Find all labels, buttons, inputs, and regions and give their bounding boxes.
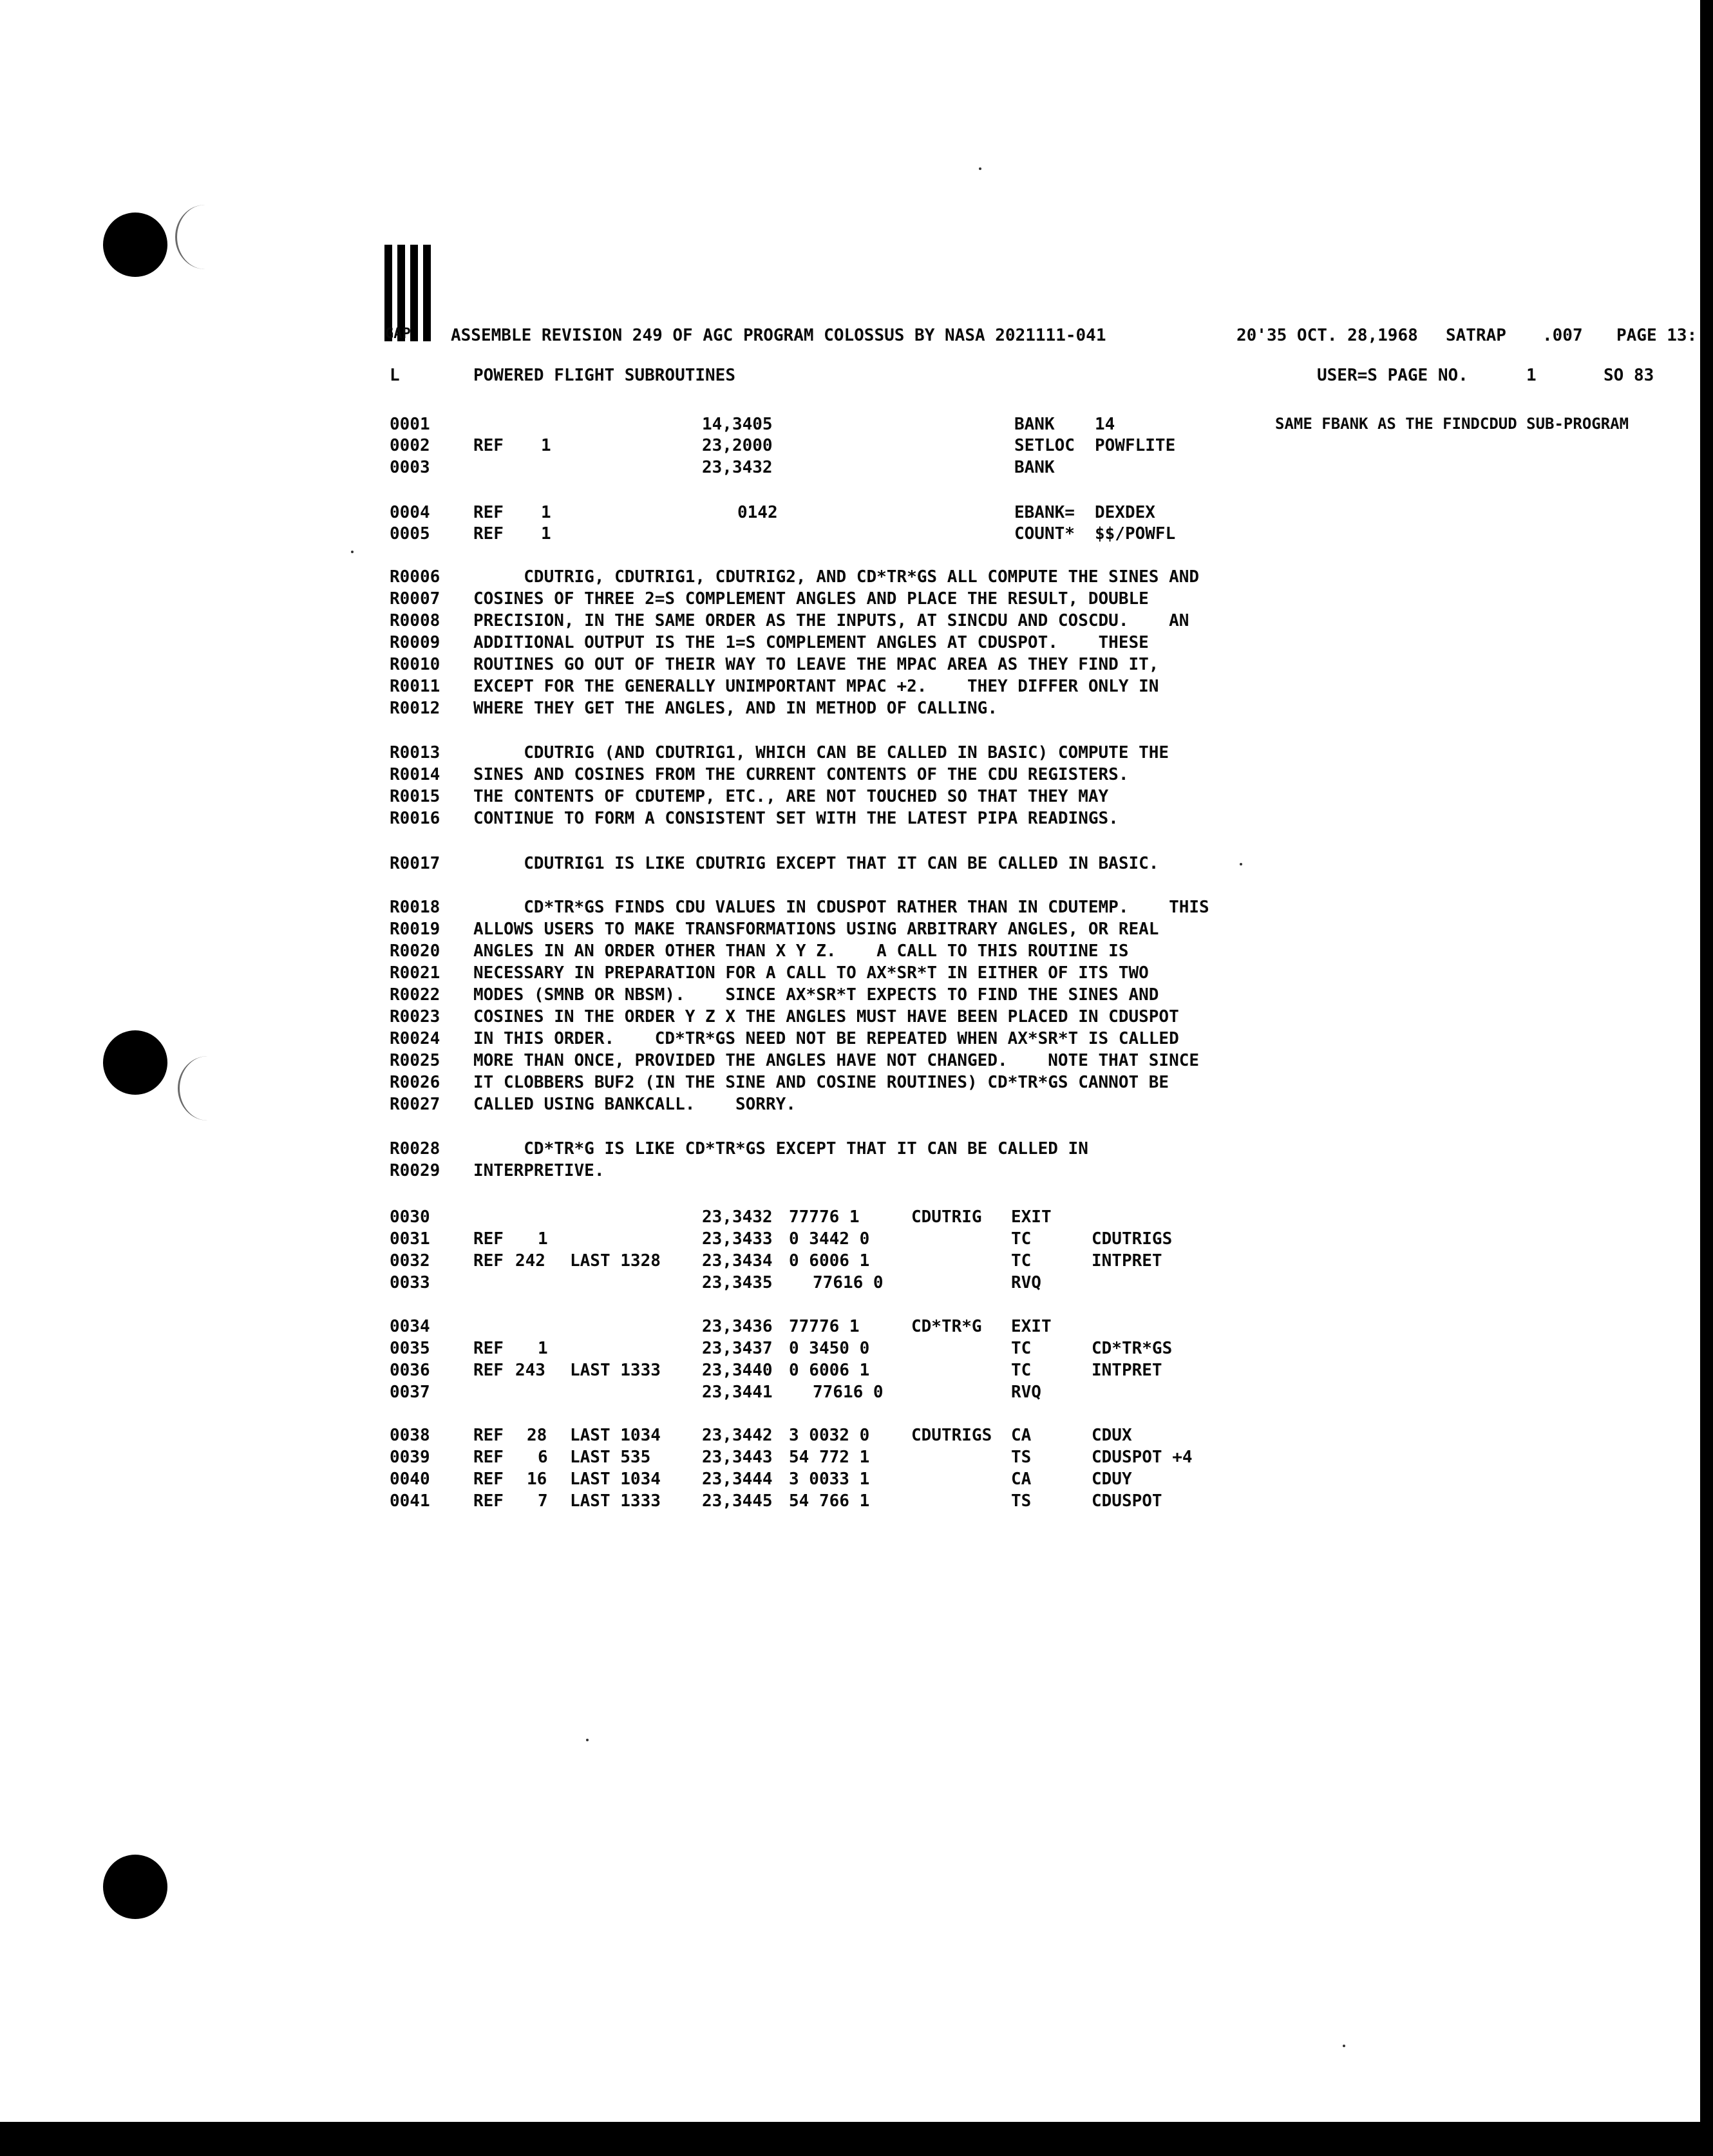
scan-speck: [586, 1739, 589, 1741]
remark-number: R0024: [390, 1029, 440, 1048]
remark-number: R0019: [390, 920, 440, 939]
ref-count: 1: [538, 1229, 548, 1249]
octal-word: 0 6006 1: [789, 1251, 870, 1271]
remark-text: IT CLOBBERS BUF2 (IN THE SINE AND COSINE ROUTINES) CD*TR*GS CANNOT BE: [473, 1073, 1169, 1092]
remark-text: SINES AND COSINES FROM THE CURRENT CONTENTS OF THE CDU REGISTERS.: [473, 765, 1129, 784]
last-ref: LAST 1333: [570, 1491, 661, 1511]
address: 23,3445: [702, 1491, 773, 1511]
ref-label: REF: [473, 1361, 504, 1380]
opcode: TC: [1011, 1229, 1032, 1249]
page-of-label: SO 83: [1604, 366, 1654, 385]
remark-text: CDUTRIG (AND CDUTRIG1, WHICH CAN BE CALLED IN BASIC) COMPUTE THE: [473, 743, 1169, 762]
address: 23,3435: [702, 1273, 773, 1292]
operand: CDUX: [1092, 1426, 1132, 1445]
opcode: RVQ: [1011, 1383, 1041, 1402]
line-number: 0039: [390, 1448, 430, 1467]
opcode: BANK: [1014, 458, 1055, 477]
punch-ring-top: [175, 205, 235, 269]
line-comment: SAME FBANK AS THE FINDCDUD SUB-PROGRAM: [1275, 415, 1629, 433]
ref-count: 28: [527, 1426, 547, 1445]
ref-label: REF: [473, 524, 504, 544]
remark-number: R0026: [390, 1073, 440, 1092]
remark-text: CALLED USING BANKCALL. SORRY.: [473, 1095, 796, 1114]
octal-word: 77616 0: [813, 1273, 884, 1292]
address: 23,3440: [702, 1361, 773, 1380]
user-page-number: 1: [1526, 366, 1537, 385]
remark-number: R0025: [390, 1051, 440, 1070]
opcode: TC: [1011, 1339, 1032, 1358]
opcode: BANK: [1014, 415, 1055, 434]
remark-text: WHERE THEY GET THE ANGLES, AND IN METHOD OF CALLING.: [473, 699, 998, 718]
scan-speck: [1240, 863, 1242, 865]
ref-label: REF: [473, 1251, 504, 1271]
address: 23,3434: [702, 1251, 773, 1271]
remark-number: R0022: [390, 985, 440, 1005]
address: 23,3433: [702, 1229, 773, 1249]
last-ref: LAST 535: [570, 1448, 651, 1467]
remark-text: NECESSARY IN PREPARATION FOR A CALL TO AX*SR*T IN EITHER OF ITS TWO: [473, 963, 1149, 983]
ref-label: REF: [473, 1426, 504, 1445]
remark-number: R0015: [390, 787, 440, 806]
remark-number: R0014: [390, 765, 440, 784]
assembly-user: SATRAP: [1446, 326, 1506, 345]
ref-label: REF: [473, 436, 504, 455]
line-number: 0040: [390, 1470, 430, 1489]
remark-text: INTERPRETIVE.: [473, 1161, 605, 1180]
scan-edge-bottom: [0, 2122, 1713, 2156]
remark-text: CONTINUE TO FORM A CONSISTENT SET WITH THE LATEST PIPA READINGS.: [473, 809, 1119, 828]
address: 23,3441: [702, 1383, 773, 1402]
code-label: CDUTRIGS: [911, 1426, 992, 1445]
address: 23,3436: [702, 1317, 773, 1336]
line-number: 0030: [390, 1207, 430, 1227]
ref-label: REF: [473, 1470, 504, 1489]
last-ref: LAST 1034: [570, 1470, 661, 1489]
remark-number: R0021: [390, 963, 440, 983]
line-number: 0037: [390, 1383, 430, 1402]
remark-number: R0010: [390, 655, 440, 674]
address: 23,3443: [702, 1448, 773, 1467]
ref-label: REF: [473, 1491, 504, 1511]
remark-text: COSINES OF THREE 2=S COMPLEMENT ANGLES AND PLACE THE RESULT, DOUBLE: [473, 589, 1149, 609]
opcode: EXIT: [1011, 1207, 1052, 1227]
scan-speck: [351, 551, 354, 553]
line-number: 0031: [390, 1229, 430, 1249]
operand: CDUTRIGS: [1092, 1229, 1173, 1249]
assembly-title: ASSEMBLE REVISION 249 OF AGC PROGRAM COLOSSUS BY NASA 2021111-041: [451, 326, 1106, 345]
operand: 14: [1095, 415, 1115, 434]
operand: CDUY: [1092, 1470, 1132, 1489]
opcode: CA: [1011, 1426, 1032, 1445]
line-number: 0038: [390, 1426, 430, 1445]
remark-number: R0012: [390, 699, 440, 718]
address: 23,3432: [702, 458, 773, 477]
octal-word: 3 0032 0: [789, 1426, 870, 1445]
page-number: PAGE 13:: [1616, 326, 1698, 345]
ref-count: 1: [541, 503, 551, 522]
printer-marker: GAP: [385, 326, 411, 342]
octal-word: 0 6006 1: [789, 1361, 870, 1380]
remark-number: R0017: [390, 854, 440, 873]
punch-hole-bottom: [103, 1855, 167, 1919]
operand: $$/POWFL: [1095, 524, 1176, 544]
address: 23,3437: [702, 1339, 773, 1358]
octal-word: 54 772 1: [789, 1448, 870, 1467]
line-number: 0032: [390, 1251, 430, 1271]
remark-text: THE CONTENTS OF CDUTEMP, ETC., ARE NOT TOUCHED SO THAT THEY MAY: [473, 787, 1109, 806]
remark-text: CDUTRIG1 IS LIKE CDUTRIG EXCEPT THAT IT CAN BE CALLED IN BASIC.: [473, 854, 1159, 873]
remark-number: R0006: [390, 567, 440, 587]
remark-text: MORE THAN ONCE, PROVIDED THE ANGLES HAVE NOT CHANGED. NOTE THAT SINCE: [473, 1051, 1200, 1070]
opcode: TS: [1011, 1491, 1032, 1511]
octal-word: 0 3450 0: [789, 1339, 870, 1358]
punch-hole-top: [103, 213, 167, 277]
line-number: 0005: [390, 524, 430, 544]
opcode: TC: [1011, 1361, 1032, 1380]
remark-number: R0008: [390, 611, 440, 630]
operand: DEXDEX: [1095, 503, 1155, 522]
ref-label: REF: [473, 1229, 504, 1249]
remark-number: R0018: [390, 898, 440, 917]
opcode: EXIT: [1011, 1317, 1052, 1336]
assembly-timestamp: 20'35 OCT. 28,1968: [1236, 326, 1418, 345]
operand: CD*TR*GS: [1092, 1339, 1173, 1358]
remark-text: ADDITIONAL OUTPUT IS THE 1=S COMPLEMENT ANGLES AT CDUSPOT. THESE: [473, 633, 1149, 652]
line-number: 0033: [390, 1273, 430, 1292]
opcode: SETLOC: [1014, 436, 1075, 455]
opcode: TC: [1011, 1251, 1032, 1271]
octal-word: 3 0033 1: [789, 1470, 870, 1489]
ref-count: 1: [541, 524, 551, 544]
ref-count: 243: [515, 1361, 545, 1380]
remark-text: IN THIS ORDER. CD*TR*GS NEED NOT BE REPEATED WHEN AX*SR*T IS CALLED: [473, 1029, 1179, 1048]
section-title: POWERED FLIGHT SUBROUTINES: [473, 366, 735, 385]
octal-word: 0 3442 0: [789, 1229, 870, 1249]
remark-number: R0027: [390, 1095, 440, 1114]
operand: CDUSPOT +4: [1092, 1448, 1193, 1467]
user-page-label: USER=S PAGE NO.: [1317, 366, 1468, 385]
scan-speck: [979, 167, 981, 170]
code-line: [0, 1491, 1162, 1643]
last-ref: LAST 1328: [570, 1251, 661, 1271]
operand: CDUSPOT: [1092, 1491, 1162, 1511]
code-label: CD*TR*G: [911, 1317, 982, 1336]
last-ref: LAST 1333: [570, 1361, 661, 1380]
line-number: 0001: [390, 415, 430, 434]
operand: INTPRET: [1092, 1361, 1162, 1380]
ref-label: REF: [473, 1448, 504, 1467]
remark-text: ROUTINES GO OUT OF THEIR WAY TO LEAVE THE MPAC AREA AS THEY FIND IT,: [473, 655, 1159, 674]
code-label: CDUTRIG: [911, 1207, 982, 1227]
remark-text: ANGLES IN AN ORDER OTHER THAN X Y Z. A CALL TO THIS ROUTINE IS: [473, 941, 1129, 961]
octal-word: 77616 0: [813, 1383, 884, 1402]
octal-word: 77776 1: [789, 1317, 860, 1336]
ref-count: 242: [515, 1251, 545, 1271]
remark-number: R0023: [390, 1007, 440, 1026]
octal-word: 54 766 1: [789, 1491, 870, 1511]
remark-number: R0029: [390, 1161, 440, 1180]
line-number: 0002: [390, 436, 430, 455]
scan-speck: [1343, 2045, 1345, 2047]
log-letter: L: [390, 366, 400, 385]
remark-text: CD*TR*GS FINDS CDU VALUES IN CDUSPOT RATHER THAN IN CDUTEMP. THIS: [473, 898, 1209, 917]
opcode: EBANK=: [1014, 503, 1075, 522]
ref-count: 16: [527, 1470, 547, 1489]
remark-number: R0009: [390, 633, 440, 652]
opcode: CA: [1011, 1470, 1032, 1489]
opcode: COUNT*: [1014, 524, 1075, 544]
line-number: 0034: [390, 1317, 430, 1336]
line-number: 0035: [390, 1339, 430, 1358]
punch-hole-middle: [103, 1030, 167, 1095]
line-number: 0004: [390, 503, 430, 522]
ref-count: 6: [538, 1448, 548, 1467]
address: 23,3432: [702, 1207, 773, 1227]
address: 23,3444: [702, 1470, 773, 1489]
remark-text: COSINES IN THE ORDER Y Z X THE ANGLES MUST HAVE BEEN PLACED IN CDUSPOT: [473, 1007, 1179, 1026]
ref-label: REF: [473, 1339, 504, 1358]
last-ref: LAST 1034: [570, 1426, 661, 1445]
remark-text: EXCEPT FOR THE GENERALLY UNIMPORTANT MPAC +2. THEY DIFFER ONLY IN: [473, 677, 1159, 696]
address: 23,2000: [702, 436, 773, 455]
octal-word: 0142: [737, 503, 778, 522]
remark-text: MODES (SMNB OR NBSM). SINCE AX*SR*T EXPECTS TO FIND THE SINES AND: [473, 985, 1159, 1005]
line-number: 0003: [390, 458, 430, 477]
remark-number: R0028: [390, 1139, 440, 1158]
ref-count: 7: [538, 1491, 548, 1511]
ref-count: 1: [541, 436, 551, 455]
scan-edge-right: [1700, 0, 1713, 2156]
opcode: RVQ: [1011, 1273, 1041, 1292]
remark-number: R0020: [390, 941, 440, 961]
remark-text: ALLOWS USERS TO MAKE TRANSFORMATIONS USING ARBITRARY ANGLES, OR REAL: [473, 920, 1159, 939]
remark-text: CD*TR*G IS LIKE CD*TR*GS EXCEPT THAT IT CAN BE CALLED IN: [473, 1139, 1088, 1158]
address: 14,3405: [702, 415, 773, 434]
ref-label: REF: [473, 503, 504, 522]
punch-ring-middle: [178, 1056, 238, 1121]
operand: POWFLITE: [1095, 436, 1176, 455]
remark-number: R0007: [390, 589, 440, 609]
line-number: 0041: [390, 1491, 430, 1511]
remark-text: CDUTRIG, CDUTRIG1, CDUTRIG2, AND CD*TR*GS ALL COMPUTE THE SINES AND: [473, 567, 1200, 587]
ref-count: 1: [538, 1339, 548, 1358]
remark-number: R0016: [390, 809, 440, 828]
operand: INTPRET: [1092, 1251, 1162, 1271]
assembly-code: .007: [1542, 326, 1583, 345]
remark-number: R0011: [390, 677, 440, 696]
octal-word: 77776 1: [789, 1207, 860, 1227]
address: 23,3442: [702, 1426, 773, 1445]
opcode: TS: [1011, 1448, 1032, 1467]
remark-number: R0013: [390, 743, 440, 762]
remark-text: PRECISION, IN THE SAME ORDER AS THE INPUTS, AT SINCDU AND COSCDU. AN: [473, 611, 1189, 630]
line-number: 0036: [390, 1361, 430, 1380]
